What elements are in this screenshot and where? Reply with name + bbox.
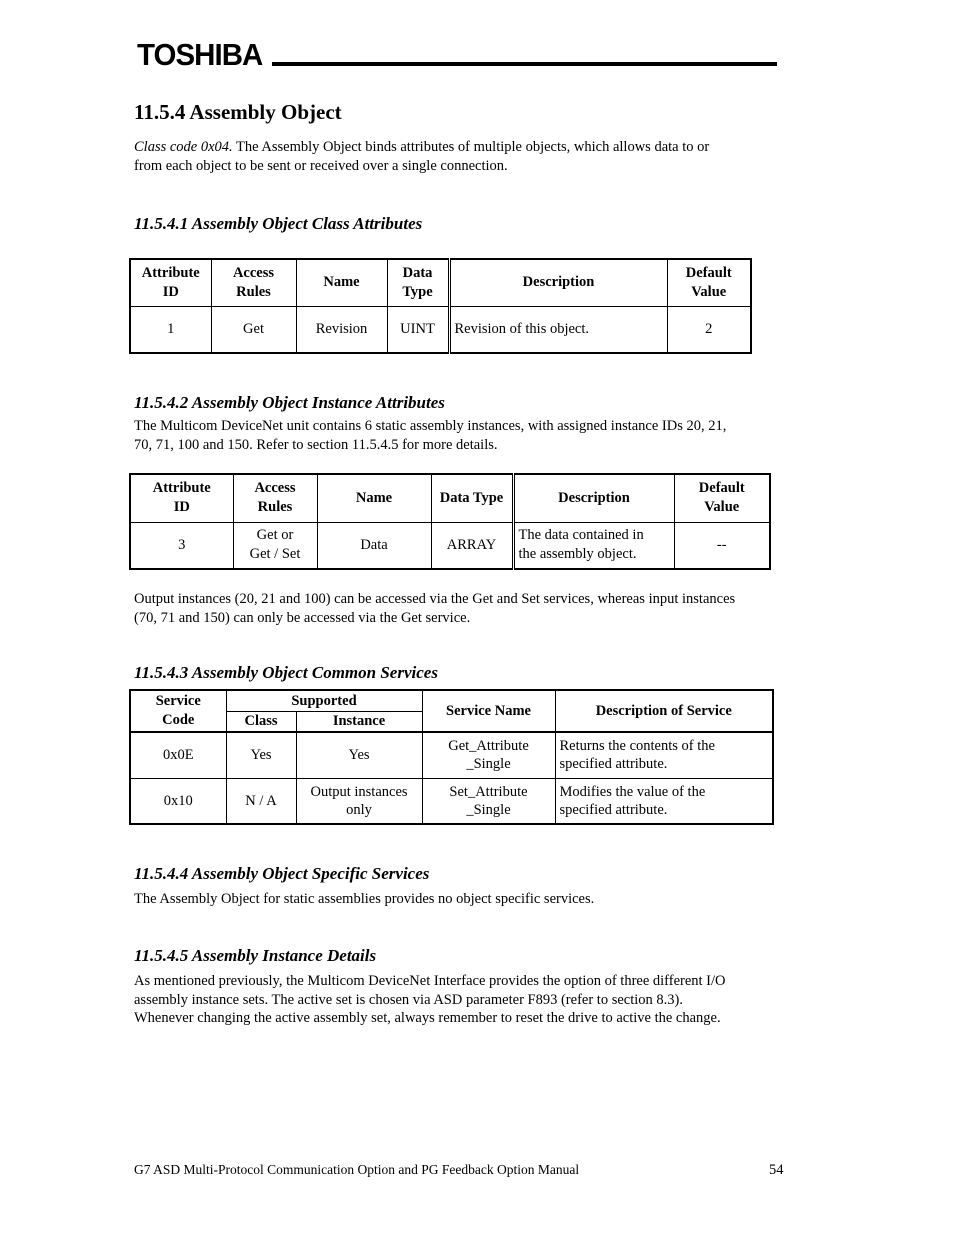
cell-description: Returns the contents of the specified attribute. [555,732,773,778]
cell-description: Revision of this object. [449,306,667,353]
common-services-heading: 11.5.4.3 Assembly Object Common Services [134,663,438,682]
table-row [130,778,773,824]
cell-description: Modifies the value of the specified attribute. [555,778,773,824]
header-attribute-id: Attribute ID [130,259,211,306]
cell-data-type: UINT [387,306,449,353]
cell-access: Get or Get / Set [233,522,317,569]
cell-name: Revision [296,306,387,353]
cell-instance: Output instances only [296,778,422,824]
instance-details-line3: Whenever changing the active assembly set, always remember to reset the drive to active the change. [134,1010,721,1026]
header-description: Description [449,259,667,306]
header-description: Description [513,474,674,522]
section-title: 11.5.4 Assembly Object [134,100,342,124]
instance-para-line2: 70, 71, 100 and 150. Refer to section 11.5.4.5 for more details. [134,436,498,453]
cell-service-name: Get_Attribute _Single [422,732,555,778]
intro-line2: from each object to be sent or received over a single connection. [134,157,508,174]
cell-data-type: ARRAY [431,522,513,569]
cell-name: Data [317,522,431,569]
cell-default: -- [674,522,770,569]
cell-service-name: Set_Attribute _Single [422,778,555,824]
access-note-line2: (70, 71 and 150) can only be accessed via the Get service. [134,609,471,626]
table-row [130,732,773,778]
instance-details-heading: 11.5.4.5 Assembly Instance Details [134,946,377,965]
cell-attribute-id: 1 [130,306,211,353]
access-note-line1: Output instances (20, 21 and 100) can be accessed via the Get and Set services, whereas input instances [134,591,736,607]
cell-attribute-id: 3 [130,522,233,569]
instance-details-line1: As mentioned previously, the Multicom DeviceNet Interface provides the option of three different I/O [134,973,726,989]
header-data-type: Data Type [431,474,513,522]
header-description: Description of Service [555,690,773,732]
footer-manual-title: G7 ASD Multi-Protocol Communication Option and PG Feedback Option Manual [134,1162,580,1177]
instance-attributes-paragraph [134,417,726,454]
cell-access: Get [211,306,296,353]
table-row [130,306,751,353]
cell-service-code: 0x0E [130,732,226,778]
table-header-row [130,259,751,306]
header-name: Name [296,259,387,306]
header-instance: Instance [296,712,422,733]
specific-services-heading: 11.5.4.4 Assembly Object Specific Services [134,864,430,883]
header-access-rules: Access Rules [211,259,296,306]
cell-instance: Yes [296,732,422,778]
common-services-table [129,689,774,825]
cell-class: Yes [226,732,296,778]
header-attribute-id: Attribute ID [130,474,233,522]
table-row [130,522,770,569]
cell-service-code: 0x10 [130,778,226,824]
footer-page-number: 54 [769,1162,784,1178]
table-header-row [130,690,773,712]
cell-class: N / A [226,778,296,824]
table-header-row [130,474,770,522]
instance-details-line2: assembly instance sets. The active set is chosen via ASD parameter F893 (refer to section 8.3). [134,991,683,1008]
instance-attributes-table [129,473,771,570]
header-class: Class [226,712,296,733]
class-attributes-table [129,258,752,354]
intro-line1: The Assembly Object binds attributes of multiple objects, which allows data to or [232,139,710,155]
instance-details-paragraph [134,972,726,1028]
header-supported: Supported [226,690,422,712]
header-service-code: Service Code [130,690,226,732]
cell-description: The data contained in the assembly object. [513,522,674,569]
class-code: Class code 0x04. [134,139,233,155]
class-attributes-heading: 11.5.4.1 Assembly Object Class Attributes [134,214,423,233]
toshiba-logo: TOSHIBA [137,37,263,72]
header-rule [272,62,777,66]
instance-attributes-heading: 11.5.4.2 Assembly Object Instance Attributes [134,393,445,412]
header-default-value: Default Value [674,474,770,522]
cell-default: 2 [667,306,751,353]
specific-services-paragraph: The Assembly Object for static assemblies provides no object specific services. [134,891,595,907]
instance-para-line1: The Multicom DeviceNet unit contains 6 static assembly instances, with assigned instance IDs 20, 21, [134,418,727,434]
intro-paragraph [134,138,709,175]
header-name: Name [317,474,431,522]
header-access-rules: Access Rules [233,474,317,522]
header-data-type: Data Type [387,259,449,306]
header-service-name: Service Name [422,690,555,732]
header-default-value: Default Value [667,259,751,306]
access-note-paragraph [134,590,735,627]
